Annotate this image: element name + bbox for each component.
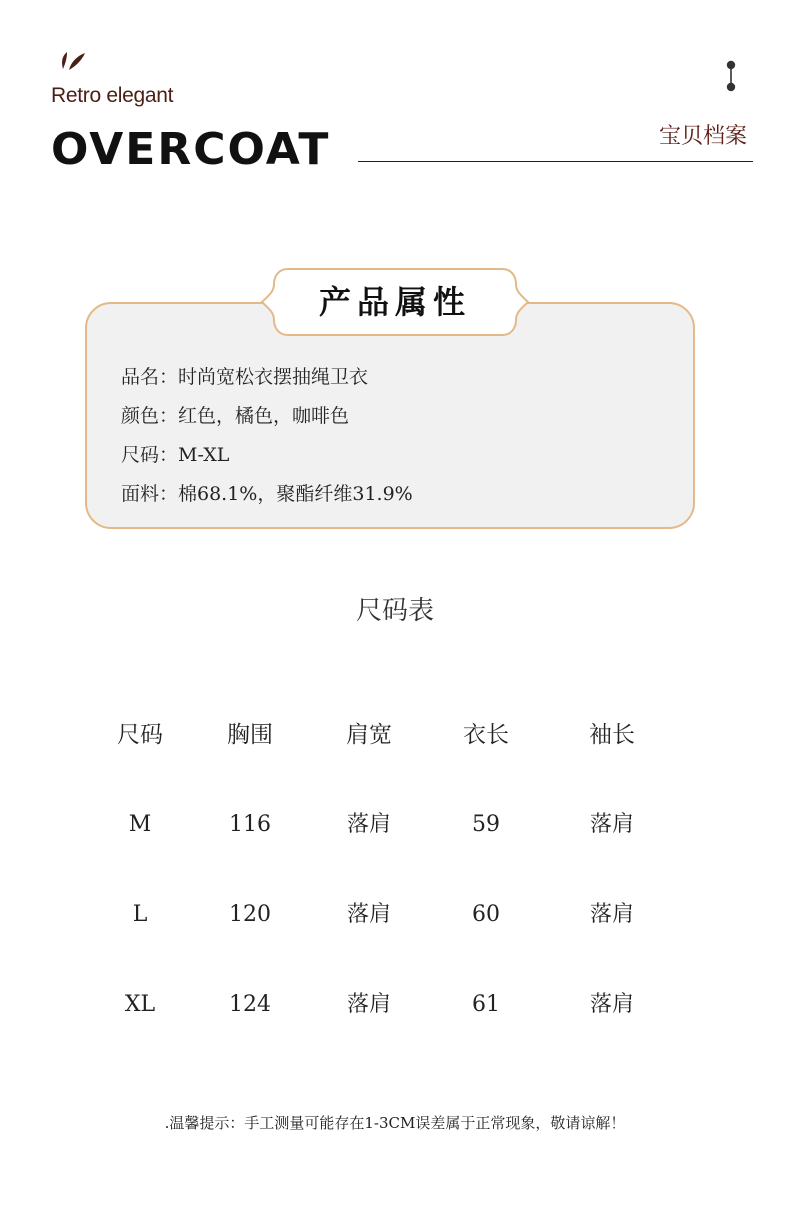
vertical-dots-icon (724, 60, 738, 92)
table-header-row (0, 700, 790, 790)
brand-drop-icon (58, 48, 88, 74)
table-row (0, 790, 790, 880)
size-chart-title: 尺码表 (355, 596, 434, 626)
table-cell: 落肩 (589, 812, 634, 837)
table-cell: 60 (472, 902, 500, 927)
section-label: 宝贝档案 (658, 124, 747, 149)
size-chart-table (0, 700, 790, 1060)
table-cell: 落肩 (346, 992, 391, 1017)
table-cell: 124 (229, 992, 271, 1017)
column-header: 胸围 (227, 722, 273, 748)
header-divider (358, 161, 753, 162)
table-cell: 120 (229, 902, 271, 927)
property-fabric: 面料：棉68.1%，聚酯纤维31.9% (121, 483, 413, 505)
property-name: 品名：时尚宽松衣摆抽绳卫衣 (121, 366, 369, 388)
column-header: 衣长 (463, 722, 509, 748)
column-header: 袖长 (589, 722, 635, 748)
table-row (0, 880, 790, 970)
column-header: 尺码 (117, 722, 163, 748)
property-size: 尺码：M-XL (121, 444, 230, 466)
table-cell: 落肩 (589, 902, 634, 927)
table-cell: 落肩 (589, 992, 634, 1017)
table-cell: 59 (472, 812, 500, 837)
properties-list (121, 358, 413, 514)
table-cell: 116 (229, 812, 271, 837)
brand-tagline: Retro elegant (51, 84, 174, 107)
table-cell: XL (124, 992, 156, 1017)
property-color: 颜色：红色，橘色，咖啡色 (121, 405, 350, 427)
column-header: 肩宽 (346, 722, 392, 748)
page-title: OVERCOAT (51, 124, 331, 175)
properties-heading: 产品属性 (318, 283, 471, 321)
table-cell: 落肩 (346, 812, 391, 837)
table-cell: L (132, 902, 148, 927)
table-cell: 落肩 (346, 902, 391, 927)
table-cell: M (128, 812, 152, 837)
table-cell: 61 (472, 992, 500, 1017)
table-row (0, 970, 790, 1060)
measurement-disclaimer: .温馨提示：手工测量可能存在1-3CM误差属于正常现象，敬请谅解！ (164, 1114, 626, 1132)
